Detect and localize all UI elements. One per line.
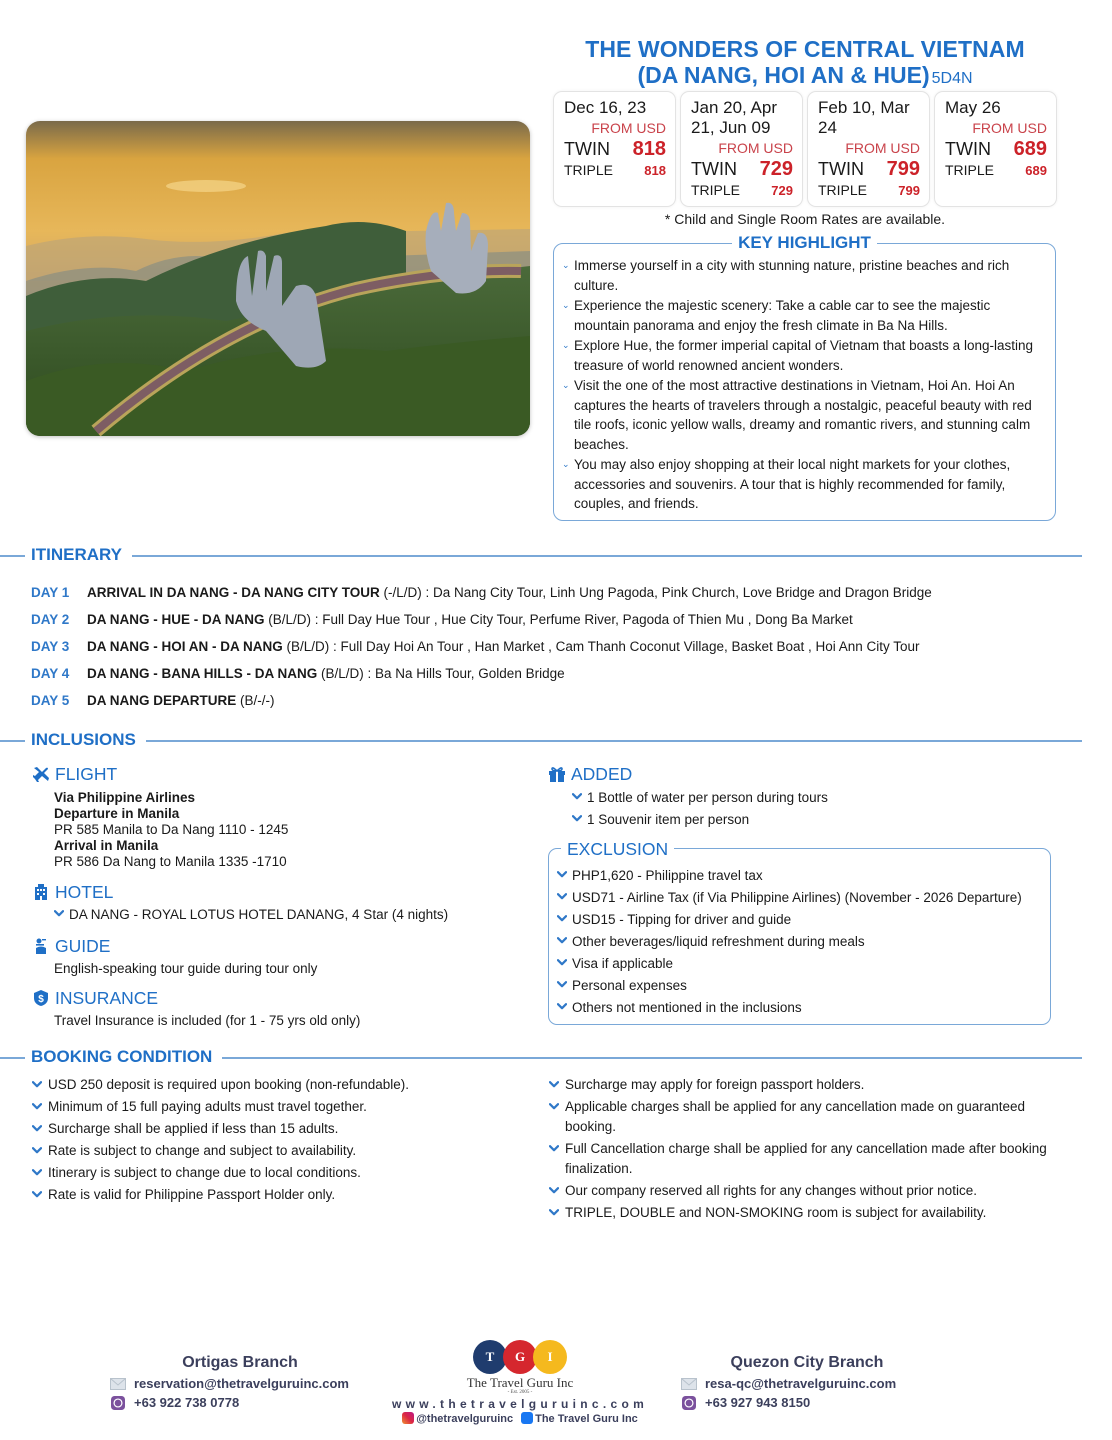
highlight-item bbox=[562, 455, 1043, 514]
booking-text: USD 250 deposit is required upon booking (non-refundable). bbox=[48, 1077, 409, 1092]
exclusion-item bbox=[557, 997, 1042, 1019]
shield-dollar-icon bbox=[32, 989, 50, 1007]
day-label: DAY 2 bbox=[31, 612, 70, 627]
twin-label: TWIN bbox=[564, 139, 610, 159]
golden-bridge-photo bbox=[26, 121, 530, 436]
day-meals: (-/L/D) bbox=[379, 585, 422, 600]
booking-item bbox=[32, 1185, 532, 1205]
price-card bbox=[934, 91, 1057, 207]
instagram-handle: @thetravelguruinc bbox=[416, 1413, 514, 1425]
day-description: : Full Day Hue Tour , Hue City Tour, Perfume River, Pagoda of Thien Mu , Dong Ba Market bbox=[311, 612, 853, 627]
day-meals: (B/-/-) bbox=[236, 693, 275, 708]
rates-note: * Child and Single Room Rates are available. bbox=[664, 211, 946, 227]
itinerary-day bbox=[31, 606, 1091, 633]
email-link[interactable]: resa-qc@thetravelguruinc.com bbox=[705, 1376, 897, 1391]
booking-item bbox=[549, 1097, 1049, 1137]
triple-label: TRIPLE bbox=[945, 162, 995, 178]
tour-duration: 5D4N bbox=[931, 70, 973, 87]
highlight-item bbox=[562, 256, 1043, 295]
triple-price: 818 bbox=[644, 163, 666, 178]
day-title: DA NANG - HUE - DA NANG bbox=[87, 612, 265, 627]
chevron-down-icon bbox=[32, 1103, 42, 1110]
booking-item bbox=[549, 1181, 1049, 1201]
highlight-text: Explore Hue, the former imperial capital of Vietnam that boasts a long-lasting treasure of world renowned ancient wonders. bbox=[574, 338, 1033, 373]
inclusions-left bbox=[32, 762, 532, 1032]
triple-price: 689 bbox=[1025, 163, 1047, 178]
departure-flight: PR 585 Manila to Da Nang 1110 - 1245 bbox=[54, 822, 289, 837]
triple-label: TRIPLE bbox=[818, 182, 868, 198]
exclusion-title: EXCLUSION bbox=[561, 838, 674, 860]
itinerary-title: ITINERARY bbox=[25, 544, 132, 566]
day-description: : Full Day Hoi An Tour , Han Market , Cam Thanh Coconut Village, Basket Boat , Hoi Ann City Tour bbox=[329, 639, 920, 654]
added-item bbox=[548, 787, 1058, 809]
chevron-down-icon bbox=[32, 1081, 42, 1088]
highlight-text: Immerse yourself in a city with stunning nature, pristine beaches and rich culture. bbox=[574, 258, 1010, 293]
chevron-down-icon bbox=[549, 1103, 559, 1110]
bullet-icon: ⌄ bbox=[562, 380, 570, 390]
booking-text: Full Cancellation charge shall be applied for any cancellation made after booking finalization. bbox=[565, 1141, 1047, 1176]
title-line-2 bbox=[555, 62, 1055, 92]
highlight-text: You may also enjoy shopping at their local night markets for your clothes, accessories and souvenirs. A tour that is highly recommended for family, couples, and friends. bbox=[574, 457, 1011, 511]
chevron-down-icon bbox=[557, 981, 567, 988]
twin-price: 729 bbox=[759, 158, 793, 180]
flight-heading bbox=[32, 762, 532, 786]
established-year: - Est. 2005 - bbox=[507, 1390, 533, 1395]
hotel-heading bbox=[32, 880, 532, 904]
viber-icon bbox=[110, 1396, 126, 1410]
exclusion-text: Visa if applicable bbox=[572, 956, 674, 971]
guide-heading bbox=[32, 934, 532, 958]
airplane-icon bbox=[32, 765, 50, 783]
day-meals: (B/L/D) bbox=[282, 639, 330, 654]
departure-dates: Feb 10, Mar 24 bbox=[818, 98, 910, 137]
insurance-text: Travel Insurance is included (for 1 - 75 yrs old only) bbox=[54, 1013, 361, 1028]
envelope-icon bbox=[681, 1377, 697, 1391]
added-text: 1 Souvenir item per person bbox=[587, 812, 750, 827]
day-label: DAY 1 bbox=[31, 585, 70, 600]
twin-label: TWIN bbox=[945, 139, 991, 159]
exclusion-item bbox=[557, 953, 1042, 975]
exclusion-text: USD15 - Tipping for driver and guide bbox=[572, 912, 792, 927]
booking-text: Surcharge shall be applied if less than 15 adults. bbox=[48, 1121, 339, 1136]
twin-price: 689 bbox=[1013, 138, 1047, 160]
chevron-down-icon bbox=[557, 1003, 567, 1010]
departure-dates: Jan 20, Apr 21, Jun 09 bbox=[691, 98, 778, 137]
exclusion-text: Others not mentioned in the inclusions bbox=[572, 1000, 802, 1015]
arrival-label: Arrival in Manila bbox=[54, 838, 159, 853]
added-heading bbox=[548, 762, 1058, 786]
booking-item bbox=[32, 1119, 532, 1139]
branch-phone[interactable] bbox=[110, 1393, 370, 1412]
booking-list-right bbox=[549, 1075, 1049, 1225]
booking-title: BOOKING CONDITION bbox=[25, 1046, 222, 1068]
hotel-item bbox=[32, 904, 532, 926]
booking-text: Our company reserved all rights for any changes without prior notice. bbox=[565, 1183, 977, 1198]
guide-label: GUIDE bbox=[55, 936, 111, 956]
exclusion-item bbox=[557, 909, 1042, 931]
itinerary-day bbox=[31, 687, 1091, 714]
hotel-label: HOTEL bbox=[55, 882, 114, 902]
chevron-down-icon bbox=[557, 871, 567, 878]
bullet-icon: ⌄ bbox=[562, 300, 570, 310]
booking-item bbox=[549, 1075, 1049, 1095]
tgi-logo-mark bbox=[470, 1340, 570, 1374]
chevron-down-icon bbox=[32, 1147, 42, 1154]
booking-text: Minimum of 15 full paying adults must travel together. bbox=[48, 1099, 367, 1114]
flight-details bbox=[32, 790, 532, 870]
chevron-down-icon bbox=[549, 1145, 559, 1152]
instagram-icon bbox=[402, 1412, 414, 1424]
exclusion-item bbox=[557, 975, 1042, 997]
from-usd-label: FROM USD bbox=[845, 140, 920, 156]
svg-text:$: $ bbox=[38, 994, 44, 1005]
day-description: : Ba Na Hills Tour, Golden Bridge bbox=[363, 666, 565, 681]
highlight-item bbox=[562, 336, 1043, 375]
exclusion-box bbox=[548, 839, 1051, 1025]
booking-text: Rate is valid for Philippine Passport Holder only. bbox=[48, 1187, 336, 1202]
title-destinations: (DA NANG, HOI AN & HUE) bbox=[637, 62, 930, 88]
itinerary-day bbox=[31, 633, 1091, 660]
ortigas-branch bbox=[110, 1352, 370, 1412]
chevron-down-icon bbox=[549, 1187, 559, 1194]
day-title: DA NANG DEPARTURE bbox=[87, 693, 237, 708]
booking-list-left bbox=[32, 1075, 532, 1207]
viber-icon bbox=[681, 1396, 697, 1410]
chevron-down-icon bbox=[549, 1081, 559, 1088]
day-title: DA NANG - BANA HILLS - DA NANG bbox=[87, 666, 318, 681]
airline: Via Philippine Airlines bbox=[54, 790, 196, 805]
chevron-down-icon bbox=[572, 815, 582, 822]
triple-label: TRIPLE bbox=[564, 162, 614, 178]
bullet-icon: ⌄ bbox=[562, 459, 570, 469]
branch-name: Quezon City Branch bbox=[730, 1354, 884, 1371]
itinerary-header bbox=[0, 544, 1082, 566]
booking-item bbox=[549, 1203, 1049, 1223]
twin-label: TWIN bbox=[691, 159, 737, 179]
facebook-icon bbox=[521, 1412, 533, 1424]
branch-email[interactable] bbox=[110, 1374, 370, 1393]
day-description: : Da Nang City Tour, Linh Ung Pagoda, Pink Church, Love Bridge and Dragon Bridge bbox=[421, 585, 932, 600]
booking-item bbox=[549, 1139, 1049, 1179]
inclusions-right bbox=[548, 762, 1058, 831]
envelope-icon bbox=[110, 1377, 126, 1391]
bullet-icon: ⌄ bbox=[562, 340, 570, 350]
day-meals: (B/L/D) bbox=[317, 666, 364, 681]
highlight-item bbox=[562, 376, 1043, 454]
itinerary-list bbox=[31, 579, 1091, 714]
logo-letter-t: T bbox=[473, 1340, 507, 1374]
chevron-down-icon bbox=[32, 1125, 42, 1132]
booking-text: Surcharge may apply for foreign passport holders. bbox=[565, 1077, 865, 1092]
added-label: ADDED bbox=[571, 764, 633, 784]
social-links bbox=[385, 1412, 655, 1426]
guide-text: English-speaking tour guide during tour only bbox=[54, 961, 318, 976]
insurance-heading bbox=[32, 986, 532, 1010]
phone-number[interactable]: +63 922 738 0778 bbox=[134, 1395, 240, 1410]
inclusions-title: INCLUSIONS bbox=[25, 729, 146, 751]
booking-text: TRIPLE, DOUBLE and NON-SMOKING room is subject for availability. bbox=[565, 1205, 987, 1220]
logo-letter-i: I bbox=[533, 1340, 567, 1374]
facebook-page: The Travel Guru Inc bbox=[535, 1413, 638, 1425]
divider bbox=[0, 555, 1082, 557]
flight-label: FLIGHT bbox=[55, 764, 118, 784]
departure-dates: Dec 16, 23 bbox=[564, 98, 647, 117]
bullet-icon: ⌄ bbox=[562, 260, 570, 270]
exclusion-item bbox=[557, 887, 1042, 909]
booking-item bbox=[32, 1163, 532, 1183]
highlight-text: Experience the majestic scenery: Take a cable car to see the majestic mountain panorama and enjoy the fresh climate in Ba Na Hills. bbox=[574, 298, 991, 333]
highlight-text: Visit the one of the most attractive destinations in Vietnam, Hoi An. Hoi An captures the hearts of travelers through a nostalgic, peaceful beauty with red tile roofs, iconic yellow walls, dreamy and romantic rivers, and stunning calm beaches. bbox=[574, 378, 1032, 452]
website-link[interactable]: www.thetravelguruinc.com bbox=[391, 1397, 649, 1411]
inclusions-header bbox=[0, 729, 1082, 751]
chevron-down-icon bbox=[557, 893, 567, 900]
itinerary-day bbox=[31, 660, 1091, 687]
tour-title bbox=[555, 36, 1055, 92]
triple-label: TRIPLE bbox=[691, 182, 741, 198]
booking-item bbox=[32, 1075, 532, 1095]
exclusion-text: Other beverages/liquid refreshment during meals bbox=[572, 934, 865, 949]
from-usd-label: FROM USD bbox=[972, 120, 1047, 136]
chevron-down-icon bbox=[549, 1209, 559, 1216]
exclusion-item bbox=[557, 931, 1042, 953]
booking-text: Itinerary is subject to change due to local conditions. bbox=[48, 1165, 361, 1180]
twin-label: TWIN bbox=[818, 159, 864, 179]
hotel-icon bbox=[32, 883, 50, 901]
instagram-link[interactable] bbox=[402, 1412, 513, 1426]
price-cards bbox=[553, 91, 1057, 207]
booking-header bbox=[0, 1046, 1082, 1068]
price-card bbox=[553, 91, 676, 207]
phone-number[interactable]: +63 927 943 8150 bbox=[705, 1395, 811, 1410]
day-title: ARRIVAL IN DA NANG - DA NANG CITY TOUR bbox=[87, 585, 380, 600]
chevron-down-icon bbox=[557, 959, 567, 966]
logo-letter-g: G bbox=[503, 1340, 537, 1374]
highlight-item bbox=[562, 296, 1043, 335]
insurance-label: INSURANCE bbox=[55, 988, 159, 1008]
twin-price: 799 bbox=[886, 158, 920, 180]
day-meals: (B/L/D) bbox=[264, 612, 312, 627]
day-label: DAY 3 bbox=[31, 639, 70, 654]
arrival-flight: PR 586 Da Nang to Manila 1335 -1710 bbox=[54, 854, 287, 869]
tour-guide-icon bbox=[32, 937, 50, 955]
triple-price: 799 bbox=[898, 183, 920, 198]
facebook-link[interactable] bbox=[521, 1412, 638, 1426]
chevron-down-icon bbox=[32, 1191, 42, 1198]
exclusion-text: Personal expenses bbox=[572, 978, 687, 993]
divider bbox=[0, 740, 1082, 742]
day-title: DA NANG - HOI AN - DA NANG bbox=[87, 639, 283, 654]
company-logo bbox=[385, 1340, 655, 1426]
exclusion-item bbox=[557, 865, 1042, 887]
booking-text: Rate is subject to change and subject to availability. bbox=[48, 1143, 357, 1158]
price-card bbox=[807, 91, 930, 207]
added-text: 1 Bottle of water per person during tours bbox=[587, 790, 828, 805]
chevron-down-icon bbox=[32, 1169, 42, 1176]
from-usd-label: FROM USD bbox=[591, 120, 666, 136]
day-label: DAY 5 bbox=[31, 693, 70, 708]
itinerary-day bbox=[31, 579, 1091, 606]
exclusion-text: USD71 - Airline Tax (if Via Philippine Airlines) (November - 2026 Departure) bbox=[572, 890, 1022, 905]
email-link[interactable]: reservation@thetravelguruinc.com bbox=[134, 1376, 349, 1391]
title-line-1: THE WONDERS OF CENTRAL VIETNAM bbox=[585, 36, 1025, 62]
chevron-down-icon bbox=[557, 937, 567, 944]
hotel-name: DA NANG - ROYAL LOTUS HOTEL DANANG, 4 Star (4 nights) bbox=[69, 907, 449, 922]
booking-item bbox=[32, 1141, 532, 1161]
price-card bbox=[680, 91, 803, 207]
chevron-down-icon bbox=[557, 915, 567, 922]
day-label: DAY 4 bbox=[31, 666, 70, 681]
chevron-down-icon bbox=[572, 793, 582, 800]
key-highlight-title: KEY HIGHLIGHT bbox=[732, 233, 877, 252]
company-name: The Travel Guru Inc bbox=[466, 1375, 574, 1390]
key-highlight-box bbox=[553, 233, 1056, 521]
quezon-branch bbox=[672, 1352, 942, 1412]
added-item bbox=[548, 809, 1058, 831]
booking-item bbox=[32, 1097, 532, 1117]
departure-label: Departure in Manila bbox=[54, 806, 180, 821]
twin-price: 818 bbox=[632, 138, 666, 160]
branch-email[interactable] bbox=[672, 1374, 942, 1393]
booking-text: Applicable charges shall be applied for any cancellation made on guaranteed booking. bbox=[565, 1099, 1026, 1134]
from-usd-label: FROM USD bbox=[718, 140, 793, 156]
branch-phone[interactable] bbox=[672, 1393, 942, 1412]
exclusion-text: PHP1,620 - Philippine travel tax bbox=[572, 868, 763, 883]
chevron-down-icon bbox=[54, 910, 64, 917]
branch-name: Ortigas Branch bbox=[182, 1354, 298, 1371]
triple-price: 729 bbox=[771, 183, 793, 198]
departure-dates: May 26 bbox=[945, 98, 1001, 117]
gift-icon bbox=[548, 765, 566, 783]
